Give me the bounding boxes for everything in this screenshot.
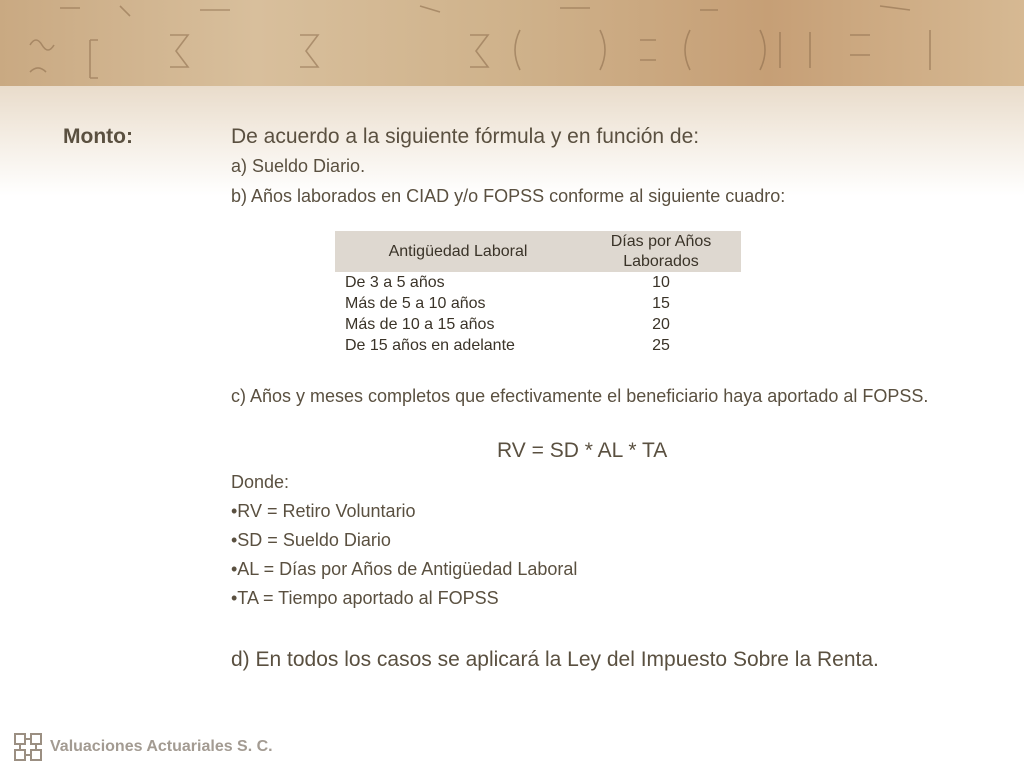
row-antiguedad: Más de 10 a 15 años	[345, 316, 495, 333]
donde-item-rv: •RV = Retiro Voluntario	[231, 501, 416, 521]
row-antiguedad: De 3 a 5 años	[345, 274, 445, 291]
footer	[12, 731, 273, 763]
header-dias-line1: Días por Años	[610, 232, 712, 250]
company-logo-icon	[12, 731, 44, 763]
item-d: d) En todos los casos se aplicará la Ley del Impuesto Sobre la Renta.	[231, 648, 879, 671]
row-dias: 20	[652, 316, 670, 333]
row-dias: 15	[652, 295, 670, 312]
header-banner	[0, 0, 1024, 86]
table-row	[335, 314, 741, 335]
table-row	[335, 293, 741, 314]
company-name: Valuaciones Actuariales S. C.	[50, 738, 273, 755]
row-antiguedad: De 15 años en adelante	[345, 337, 515, 354]
header-dias	[581, 231, 741, 272]
item-b: b) Años laborados en CIAD y/o FOPSS conforme al siguiente cuadro:	[231, 186, 786, 206]
item-a: a) Sueldo Diario.	[231, 156, 366, 176]
page-title: De acuerdo a la siguiente fórmula y en función de:	[231, 125, 700, 148]
formula: RV = SD * AL * TA	[497, 439, 668, 462]
table-row	[335, 335, 741, 356]
header-dias-line2: Laborados	[623, 252, 699, 270]
donde-item-ta: •TA = Tiempo aportado al FOPSS	[231, 588, 499, 608]
donde-label: Donde:	[231, 472, 290, 492]
header-antiguedad: Antigüedad Laboral	[335, 231, 581, 272]
donde-item-sd: •SD = Sueldo Diario	[231, 530, 391, 550]
table-header-row	[335, 231, 741, 272]
math-formulas-background	[0, 0, 1024, 86]
monto-label: Monto:	[63, 125, 133, 148]
antiguedad-table	[335, 231, 741, 356]
donde-item-al: •AL = Días por Años de Antigüedad Laboral	[231, 559, 578, 579]
row-dias: 25	[652, 337, 670, 354]
row-antiguedad: Más de 5 a 10 años	[345, 295, 486, 312]
table-row	[335, 272, 741, 293]
item-c: c) Años y meses completos que efectivamente el beneficiario haya aportado al FOPSS.	[231, 386, 929, 406]
row-dias: 10	[652, 274, 670, 291]
